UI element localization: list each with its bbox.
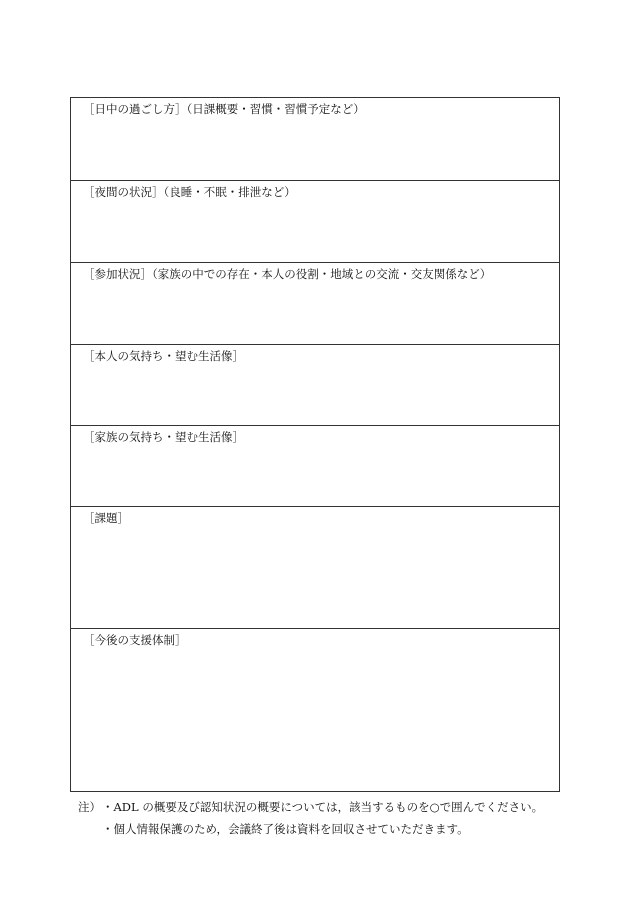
night-status-heading: ［夜間の状況］（良睡・不眠・排泄など） — [83, 185, 296, 199]
footnote-row — [78, 796, 543, 818]
footnote-text: ・個人情報保護のため，会議終了後は資料を回収させていただきます。 — [102, 822, 469, 836]
footnote-text: ・ADL の概要及び認知状況の概要については，該当するものを○で囲んでください。 — [102, 800, 544, 814]
daily-routine-section — [71, 98, 559, 180]
participation-section — [71, 262, 559, 344]
family-wishes-section — [71, 425, 559, 506]
footnote-prefix: 注） — [78, 800, 101, 814]
family-wishes-heading: ［家族の気持ち・望む生活像］ — [83, 430, 244, 444]
issues-heading: ［課題］ — [83, 511, 129, 525]
future-support-section — [71, 628, 559, 791]
daily-routine-heading: ［日中の過ごし方］（日課概要・習慣・習慣予定など） — [83, 102, 365, 116]
personal-wishes-heading: ［本人の気持ち・望む生活像］ — [83, 349, 244, 363]
future-support-heading: ［今後の支援体制］ — [83, 633, 187, 647]
footnote-indent — [78, 818, 102, 840]
issues-section — [71, 506, 559, 628]
footnote-row — [78, 818, 543, 840]
personal-wishes-section — [71, 344, 559, 425]
footnotes — [78, 796, 543, 840]
assessment-form-table — [70, 97, 560, 792]
participation-heading: ［参加状況］（家族の中での存在・本人の役割・地域との交流・交友関係など） — [83, 267, 492, 281]
night-status-section — [71, 180, 559, 262]
